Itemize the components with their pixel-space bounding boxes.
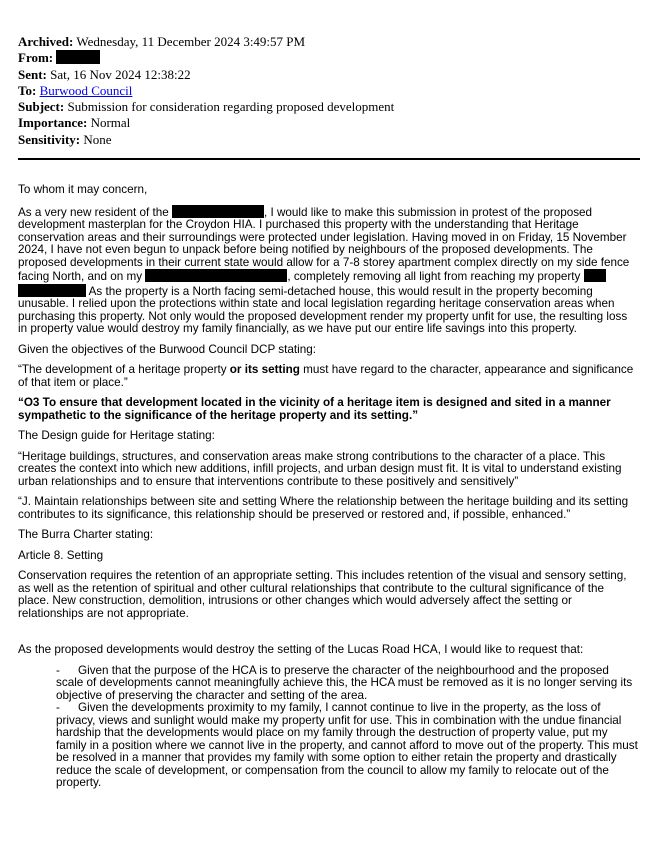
list-item	[18, 665, 638, 703]
paragraph-burra: The Burra Charter stating:	[18, 528, 154, 541]
paragraph-heritage-quote: “Heritage buildings, structures, and conservation areas make strong contributions to the character of a place. This creates the context into which new additions, infill projects, and urban design must fit. It is vital to understand existing urban relationships and to ensure that interventions contribute to these positively and sensitively”	[18, 449, 622, 488]
importance-row	[18, 115, 638, 131]
to-row	[18, 83, 638, 99]
greeting: To whom it may concern,	[18, 183, 148, 196]
list-item-text: Given that the purpose of the HCA is to preserve the character of the neighbourhood and the proposed scale of developments cannot meaningfully achieve this, the HCA must be removed as it is no longer serving its objective of preserving the character and setting of the area.	[56, 663, 633, 702]
paragraph-dcp-intro: Given the objectives of the Burwood Council DCP stating:	[18, 342, 316, 356]
archived-label: Archived:	[18, 34, 74, 49]
header-divider	[18, 158, 640, 160]
bullet-dash: -	[56, 701, 60, 714]
list-item-text: Given the developments proximity to my family, I cannot continue to live in the property, as the loss of privacy, views and sunlight would make my property unfit for use. This in combination with the undue financial hardship that the developments would place on my family through the destruction of property value, put my family in a position where we cannot live in the property, and cannot afford to move out of the property. This must be resolved in a manner that provides my family with some option to either retain the property and drastically reduce the scale of development, or compensation from the council to allow my family to relocate out of the property.	[56, 701, 638, 789]
paragraph-conservation: Conservation requires the retention of an appropriate setting. This includes retention of the visual and sensory setting, as well as the retention of spiritual and other cultural relationships that contribute to the cultural significance of the place. New construction, demolition, intrusions or other changes which would adversely affect the setting or relationships are not appropriate.	[18, 569, 627, 620]
sensitivity-value: None	[83, 131, 112, 147]
to-label: To:	[18, 82, 37, 98]
location-redaction	[145, 269, 287, 282]
intro-text-b: , I would like to make this submission in protest of the proposed development masterplan for the Croydon HIA. I purchased this property with the understanding that Heritage conservation areas and their surroundings were protected under legislation. Having moved in on Friday, 15 November 2024, I have not even begun to unpack before being notified by neighbours of the proposed developments. The proposed developments in their current state would allow for a 7-8 storey apartment complex directly on my side fence facing North, and on my	[18, 205, 630, 283]
from-row	[18, 50, 638, 66]
subject-label: Subject:	[18, 99, 65, 115]
importance-value: Normal	[90, 115, 131, 131]
property-redaction-2	[18, 284, 86, 297]
from-redaction	[56, 50, 100, 64]
property-redaction-1	[584, 269, 606, 282]
paragraph-article: Article 8. Setting	[18, 548, 104, 562]
email-header	[18, 34, 638, 148]
sent-label: Sent:	[18, 66, 47, 82]
intro-text-a: As a very new resident of the	[18, 205, 172, 219]
sent-row	[18, 67, 638, 83]
paragraph-o3: “O3 To ensure that development located in the vicinity of a heritage item is designed and sited in a manner sympathetic to the significance of the heritage property and its setting.”	[18, 396, 611, 422]
archived-row	[18, 34, 638, 50]
sensitivity-label: Sensitivity:	[18, 131, 81, 147]
sensitivity-row	[18, 132, 638, 148]
sent-value: Sat, 16 Nov 2024 12:38:22	[50, 66, 191, 82]
dcp-quote-bold: or its setting	[229, 363, 300, 376]
archived-value: Wednesday, 11 December 2024 3:49:57 PM	[76, 34, 306, 49]
paragraph-request: As the proposed developments would destroy the setting of the Lucas Road HCA, I would like to request that:	[18, 643, 584, 656]
request-list	[18, 665, 638, 790]
subject-value: Submission for consideration regarding proposed development	[67, 99, 395, 115]
spacer	[18, 628, 638, 644]
subject-row	[18, 99, 638, 115]
intro-text-c: , completely removing all light from reaching my property	[287, 270, 584, 283]
dcp-quote-a: “The development of a heritage property	[18, 363, 230, 376]
importance-label: Importance:	[18, 115, 88, 131]
address-redaction	[172, 205, 264, 218]
to-link[interactable]: Burwood Council	[39, 82, 133, 98]
paragraph-dcp-quote	[18, 364, 638, 389]
paragraph-j-quote: “J. Maintain relationships between site and setting Where the relationship between the heritage building and its setting contributes to its significance, this relationship should be preserved or restored and, if possible, enhanced.”	[18, 495, 629, 521]
list-item	[18, 702, 638, 790]
email-body	[18, 184, 638, 790]
paragraph-design-guide: The Design guide for Heritage stating:	[18, 429, 215, 442]
bullet-dash: -	[56, 663, 60, 677]
from-label: From:	[18, 50, 54, 66]
intro-text-d: As the property is a North facing semi-detached house, this would result in the property becoming unusable. I relied upon the protections within state and local legislation regarding heritage conservation areas when purchasing this property. Not only would the proposed development render my property unfit for use, the resulting loss in property value would destroy my family financially, as we have put our entire life savings into this property.	[18, 284, 628, 335]
paragraph-intro	[18, 205, 638, 336]
dcp-quote-c: must have regard to the character, appearance and significance of that item or place.”	[18, 363, 634, 389]
